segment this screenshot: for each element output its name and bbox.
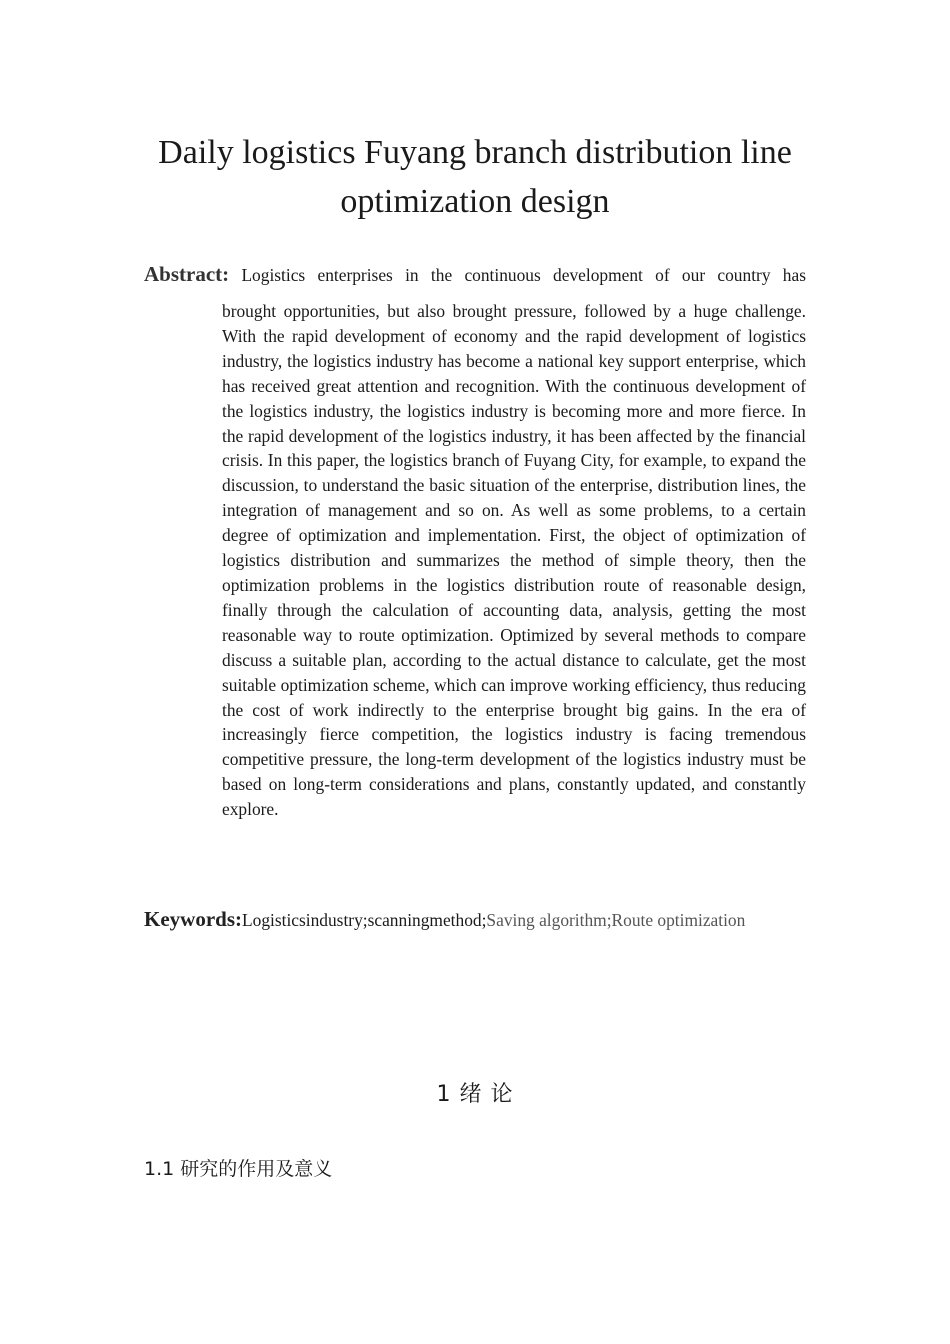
keywords-label: Keywords: [144,907,242,931]
keywords-text-1: Logisticsindustry;scanningmethod; [242,910,487,930]
section-heading: 1.1 研究的作用及意义 [144,1158,333,1180]
abstract-first-line-text: Logistics enterprises in the continuous development of our country has [241,265,806,285]
abstract-body: brought opportunities, but also brought pressure, followed by a huge challenge. With the rapid development of economy and the rapid development of logistics industry, the logistics industry has become a national key support enterprise, which has received great attention and recognition. With the continuous development of the logistics industry, the logistics industry is becoming more and more fierce. In the rapid development of the logistics industry, it has been affected by the financial crisis. In this paper, the logistics branch of Fuyang City, for example, to expand the discussion, to understand the basic situation of the enterprise, distribution lines, the integration of management and so on. As well as some problems, to a certain degree of optimization and implementation. First, the object of optimization of logistics distribution and summarizes the method of simple theory, then the optimization problems in the logistics distribution route of reasonable design, finally through the calculation of accounting data, analysis, getting the most reasonable way to route optimization. Optimized by several methods to compare discuss a suitable plan, according to the actual distance to calculate, get the most suitable optimization scheme, which can improve working efficiency, thus reducing the cost of work indirectly to the enterprise brought big gains. In the era of increasingly fierce competition, the logistics industry is facing tremendous competitive pressure, the long-term development of the logistics industry must be based on long-term considerations and plans, constantly updated, and constantly explore. [222,301,806,820]
paper-title-line-1: Daily logistics Fuyang branch distribution line [158,134,792,171]
abstract-first-line [144,262,806,288]
chapter-heading: 1 绪 论 [436,1082,514,1107]
keywords-line [144,906,824,933]
paper-title-line-2: optimization design [340,183,610,220]
paper-title [130,128,820,226]
abstract-label: Abstract: [144,262,230,286]
keywords-text-2: Saving algorithm;Route optimization [486,910,746,930]
